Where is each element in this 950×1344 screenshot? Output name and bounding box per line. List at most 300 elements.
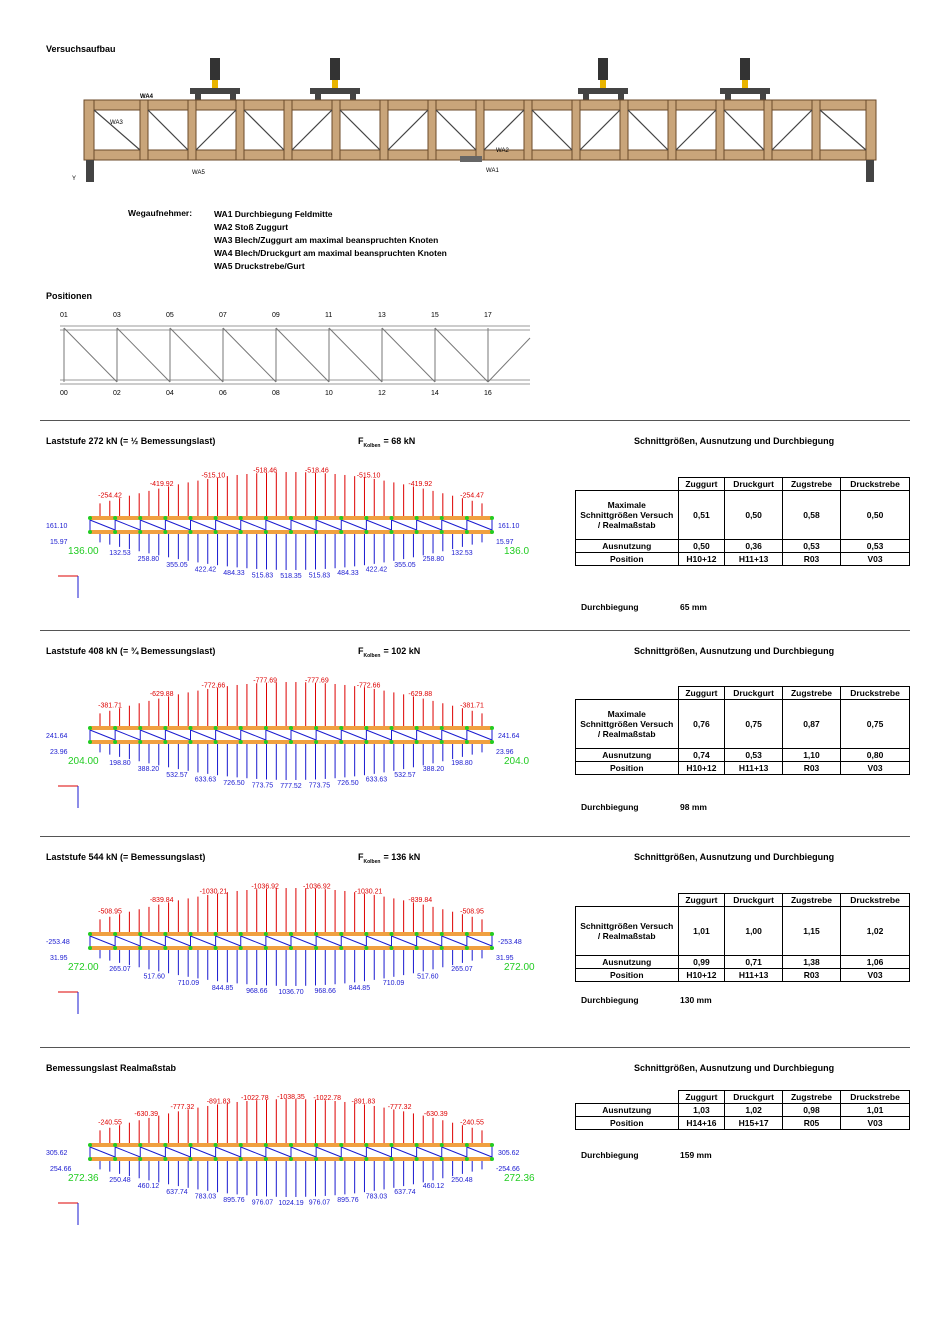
node-marker (415, 530, 419, 534)
diagonal-member (467, 520, 492, 530)
table-corner (576, 687, 679, 700)
node-label: 03 (113, 312, 121, 319)
node-marker (465, 726, 469, 730)
diagonal-member (165, 936, 190, 946)
node-marker (415, 726, 419, 730)
diagonal-member (291, 1147, 316, 1157)
table-row-ausnutzung (576, 540, 910, 553)
node-marker (314, 1143, 318, 1147)
node-marker (113, 740, 117, 744)
table-cell: R03 (782, 762, 840, 775)
diagonal-member (316, 520, 341, 530)
table-header-row (576, 478, 910, 491)
diagonal-member (191, 730, 216, 740)
table-cell: H11+13 (725, 762, 783, 775)
node-marker (390, 740, 394, 744)
node-marker (339, 530, 343, 534)
compression-label: -254.47 (460, 492, 484, 500)
tension-label: 532.57 (394, 771, 416, 779)
section-divider (40, 630, 910, 631)
tension-label: 976.07 (251, 1199, 274, 1207)
node-marker (264, 740, 268, 744)
node-label: 01 (60, 312, 68, 319)
compression-label: -518.46 (304, 467, 329, 475)
tension-label: 484.33 (337, 570, 359, 578)
diagonal-member (241, 730, 266, 740)
node-marker (113, 1143, 117, 1147)
force-subscript: Kolben (363, 442, 381, 449)
diagonal-member (291, 936, 316, 946)
node-marker (163, 516, 167, 520)
diagonal-member (115, 730, 140, 740)
node-marker (138, 946, 142, 950)
node-label: 15 (431, 312, 439, 319)
node-marker (113, 726, 117, 730)
table-cell: 0,87 (782, 700, 840, 749)
table-corner (576, 1091, 679, 1104)
table-header-row (576, 1091, 910, 1104)
node-marker (364, 530, 368, 534)
force-value: = 136 kN (383, 852, 421, 862)
results-table (575, 477, 910, 566)
node-marker (214, 726, 218, 730)
table-row-ausnutzung (576, 749, 910, 762)
tension-label: 517.60 (143, 973, 165, 981)
row-label: Position (576, 1117, 679, 1130)
diagonal-member (241, 520, 266, 530)
node-marker (88, 1143, 92, 1147)
svg-text:WA1: WA1 (486, 168, 499, 174)
compression-label: -515.10 (356, 472, 381, 480)
diagonal-member (140, 520, 165, 530)
table-cell: 0,74 (678, 749, 725, 762)
column-header: Zuggurt (678, 1091, 725, 1104)
tension-label: 844.85 (348, 984, 371, 992)
sensor-legend (214, 208, 447, 273)
diagonal-member (90, 730, 115, 740)
table-cell: 1,01 (841, 1104, 910, 1117)
reaction-label-left: 204.00 (68, 756, 99, 767)
node-marker (163, 530, 167, 534)
diagonal-member (417, 1147, 442, 1157)
node-label: 16 (484, 390, 492, 397)
node-marker (189, 516, 193, 520)
node-label: 00 (60, 390, 68, 397)
column-header: Zuggurt (678, 687, 725, 700)
diagonal-member (191, 1147, 216, 1157)
tension-label: 265.07 (109, 965, 131, 973)
node-marker (390, 1143, 394, 1147)
column-header: Druckgurt (725, 478, 783, 491)
tension-label: 515.83 (251, 572, 274, 580)
compression-label: -508.95 (460, 908, 484, 916)
node-marker (440, 516, 444, 520)
node-marker (490, 1143, 494, 1147)
tension-label: 198.80 (451, 759, 473, 767)
tension-label: 388.20 (422, 766, 445, 774)
tension-label: 258.80 (137, 556, 160, 564)
column-header: Druckstrebe (841, 1091, 910, 1104)
results-table (575, 893, 910, 982)
side-label: 254.66 (50, 1166, 72, 1173)
column-header: Zuggurt (678, 894, 725, 907)
node-marker (364, 932, 368, 936)
node-marker (465, 530, 469, 534)
row-label: Ausnutzung (576, 956, 679, 969)
column-header: Druckstrebe (841, 687, 910, 700)
node-marker (214, 530, 218, 534)
node-marker (189, 530, 193, 534)
diagonal-member (115, 1147, 140, 1157)
diagonal-member (266, 520, 291, 530)
tension-label: 710.09 (177, 979, 200, 987)
table-corner (576, 478, 679, 491)
diagonal-member (341, 520, 366, 530)
table-cell: 0,36 (725, 540, 783, 553)
diagonal-member (216, 520, 241, 530)
table-row-max (576, 700, 910, 749)
diagonal-member (417, 520, 442, 530)
node-marker (440, 946, 444, 950)
node-marker (364, 740, 368, 744)
side-label: 15.97 (50, 539, 68, 546)
node-marker (314, 516, 318, 520)
node-marker (163, 932, 167, 936)
tension-label: 726.50 (223, 780, 245, 788)
tension-label: 132.53 (451, 549, 473, 557)
section-title: Laststufe 544 kN (= Bemessungslast) (46, 852, 206, 862)
node-marker (239, 740, 243, 744)
legend-item: WA1 Durchbiegung Feldmitte (214, 209, 333, 219)
table-row-position (576, 762, 910, 775)
compression-label: -518.46 (253, 467, 278, 475)
table-cell: R03 (782, 969, 840, 982)
table-cell: 1,02 (725, 1104, 783, 1117)
node-marker (214, 1143, 218, 1147)
reaction-label-right: 272.00 (504, 962, 535, 973)
node-label: 06 (219, 390, 227, 397)
node-marker (113, 932, 117, 936)
node-marker (88, 1157, 92, 1161)
node-label: 17 (484, 312, 492, 319)
compression-label: -630.39 (423, 1111, 448, 1119)
reaction-label-left: 136.00 (68, 546, 99, 557)
diagonal-member (442, 730, 467, 740)
node-label: 13 (378, 312, 386, 319)
diagonal-member (90, 936, 115, 946)
side-label: 31.95 (496, 955, 514, 962)
diagonal-member (241, 1147, 266, 1157)
tension-label: 388.20 (137, 766, 160, 774)
node-marker (465, 1157, 469, 1161)
table-cell: 0,80 (841, 749, 910, 762)
diagonal-member (366, 730, 391, 740)
internal-forces-diagram (46, 466, 536, 606)
force-subscript: Kolben (363, 652, 381, 659)
node-marker (490, 740, 494, 744)
force-value: = 68 kN (383, 436, 416, 446)
section-title: Laststufe 408 kN (= ¾ Bemessungslast) (46, 646, 216, 656)
legend-title: Wegaufnehmer: (128, 208, 193, 218)
compression-label: -839.84 (408, 897, 433, 905)
legend-item: WA4 Blech/Druckgurt am maximal beanspruchten Knoten (214, 248, 447, 258)
node-marker (289, 726, 293, 730)
deflection-label: Durchbiegung (581, 602, 639, 612)
tension-label: 637.74 (394, 1188, 416, 1196)
diagonal-member (366, 520, 391, 530)
force-symbol: F (358, 646, 364, 656)
column-header: Zugstrebe (782, 687, 840, 700)
tension-label: 250.48 (451, 1176, 473, 1184)
deflection-value: 65 mm (680, 602, 707, 612)
node-marker (264, 516, 268, 520)
deflection-label: Durchbiegung (581, 1150, 639, 1160)
section-title: Laststufe 272 kN (= ½ Bemessungslast) (46, 436, 216, 446)
tension-label: 968.66 (246, 987, 268, 995)
tension-label: 895.76 (223, 1197, 245, 1205)
node-marker (415, 740, 419, 744)
tension-label: 1036.70 (278, 989, 304, 996)
node-marker (339, 1143, 343, 1147)
side-label: -253.48 (498, 939, 522, 946)
node-marker (440, 1157, 444, 1161)
node-marker (364, 1157, 368, 1161)
table-cell: H15+17 (725, 1117, 783, 1130)
node-marker (339, 932, 343, 936)
node-marker (138, 516, 142, 520)
node-marker (138, 530, 142, 534)
diagonal-member (216, 1147, 241, 1157)
diagonal-member (266, 1147, 291, 1157)
tension-label: 355.05 (394, 561, 416, 569)
internal-forces-diagram (46, 882, 536, 1022)
node-marker (289, 1157, 293, 1161)
compression-label: -515.10 (201, 472, 226, 480)
compression-label: -1022.78 (313, 1095, 342, 1103)
node-marker (440, 1143, 444, 1147)
deflection-value: 130 mm (680, 995, 712, 1005)
force-value: = 102 kN (383, 646, 421, 656)
compression-label: -777.69 (253, 677, 278, 685)
piston-force (358, 646, 420, 659)
diagonal-member (90, 520, 115, 530)
compression-label: -381.71 (460, 702, 484, 710)
node-marker (490, 946, 494, 950)
diagonal-member (467, 730, 492, 740)
svg-text:WA3: WA3 (110, 120, 123, 126)
table-cell: H11+13 (725, 553, 783, 566)
side-label: 31.95 (50, 955, 68, 962)
tension-label: 726.50 (337, 780, 359, 788)
piston-force (358, 852, 420, 865)
compression-label: -240.55 (460, 1119, 484, 1127)
node-marker (189, 932, 193, 936)
table-cell: 0,71 (725, 956, 783, 969)
table-cell: V03 (841, 553, 910, 566)
node-marker (490, 726, 494, 730)
node-marker (390, 932, 394, 936)
compression-label: -772.66 (356, 682, 381, 690)
tension-label: 633.63 (365, 776, 388, 784)
tension-label: 773.75 (308, 782, 331, 790)
tension-label: 976.07 (308, 1199, 331, 1207)
force-symbol: F (358, 852, 364, 862)
deflection-label: Durchbiegung (581, 995, 639, 1005)
tension-label: 777.52 (280, 783, 302, 790)
internal-forces-diagram (46, 676, 536, 816)
node-marker (390, 1157, 394, 1161)
node-marker (88, 932, 92, 936)
table-cell: H10+12 (678, 969, 725, 982)
node-marker (214, 1157, 218, 1161)
compression-label: -1036.92 (251, 883, 279, 891)
table-cell: 1,06 (841, 956, 910, 969)
node-marker (163, 726, 167, 730)
diagonal-member (392, 1147, 417, 1157)
compression-label: -1030.21 (199, 888, 228, 896)
node-marker (214, 516, 218, 520)
diagonal-member (90, 1147, 115, 1157)
compression-label: -419.92 (149, 481, 174, 489)
row-label: Ausnutzung (576, 749, 679, 762)
diagonal-member (140, 936, 165, 946)
tension-label: 1024.19 (278, 1200, 304, 1207)
node-marker (415, 1157, 419, 1161)
diagonal-member (216, 730, 241, 740)
tension-label: 422.42 (365, 566, 388, 574)
section-divider (40, 1047, 910, 1048)
node-marker (138, 932, 142, 936)
node-marker (113, 946, 117, 950)
side-label: 23.96 (496, 749, 514, 756)
node-marker (138, 726, 142, 730)
node-marker (314, 932, 318, 936)
node-marker (490, 516, 494, 520)
compression-label: -1022.78 (240, 1095, 269, 1103)
diagonal-member (442, 1147, 467, 1157)
table-cell: H14+16 (678, 1117, 725, 1130)
node-marker (390, 516, 394, 520)
table-header-row (576, 894, 910, 907)
node-label: 14 (431, 390, 439, 397)
node-marker (314, 726, 318, 730)
results-header: Schnittgrößen, Ausnutzung und Durchbiegung (634, 646, 835, 656)
table-cell: 1,02 (841, 907, 910, 956)
diagonal-member (392, 520, 417, 530)
node-marker (239, 516, 243, 520)
tension-label: 515.83 (308, 572, 331, 580)
table-cell: 0,53 (782, 540, 840, 553)
row-label: Position (576, 553, 679, 566)
node-marker (390, 726, 394, 730)
node-marker (163, 1143, 167, 1147)
compression-label: -630.39 (134, 1111, 159, 1119)
node-marker (440, 726, 444, 730)
svg-text:Y: Y (72, 176, 77, 182)
table-row-position (576, 1117, 910, 1130)
diagonal-member (291, 520, 316, 530)
node-marker (189, 946, 193, 950)
table-cell: 1,15 (782, 907, 840, 956)
reaction-label-right: 136.0 (504, 546, 530, 557)
diagonal-member (341, 936, 366, 946)
diagonal-member (241, 936, 266, 946)
deflection-label: Durchbiegung (581, 802, 639, 812)
side-label: 161.10 (46, 523, 68, 530)
diagonal-member (266, 936, 291, 946)
diagonal-member (366, 1147, 391, 1157)
table-cell: 0,76 (678, 700, 725, 749)
svg-text:WA4: WA4 (140, 94, 154, 100)
table-cell: 1,01 (678, 907, 725, 956)
tension-label: 198.80 (109, 759, 131, 767)
diagonal-member (467, 936, 492, 946)
node-marker (113, 516, 117, 520)
node-marker (264, 1157, 268, 1161)
node-marker (163, 740, 167, 744)
side-label: 23.96 (50, 749, 68, 756)
node-marker (339, 740, 343, 744)
table-cell: 0,99 (678, 956, 725, 969)
node-label: 07 (219, 312, 227, 319)
node-marker (163, 1157, 167, 1161)
column-header: Druckgurt (725, 894, 783, 907)
compression-label: -1036.92 (303, 883, 331, 891)
tension-label: 460.12 (422, 1183, 445, 1191)
svg-text:WA5: WA5 (192, 170, 205, 176)
reaction-label-right: 272.36 (504, 1173, 535, 1184)
node-marker (138, 740, 142, 744)
tension-label: 132.53 (109, 549, 131, 557)
table-cell: 0,98 (782, 1104, 840, 1117)
tension-label: 532.57 (166, 771, 188, 779)
table-cell: 0,53 (725, 749, 783, 762)
node-marker (364, 1143, 368, 1147)
compression-label: -777.69 (304, 677, 329, 685)
reaction-label-left: 272.00 (68, 962, 99, 973)
diagonal-member (316, 936, 341, 946)
node-marker (465, 516, 469, 520)
test-setup-drawing (60, 52, 890, 192)
diagonal-member (392, 730, 417, 740)
table-cell: H10+12 (678, 553, 725, 566)
node-marker (289, 932, 293, 936)
compression-label: -839.84 (149, 897, 174, 905)
node-marker (88, 516, 92, 520)
compression-label: -777.32 (170, 1104, 195, 1112)
section-divider (40, 836, 910, 837)
tension-label: 783.03 (365, 1193, 388, 1201)
node-marker (415, 932, 419, 936)
diagonal-member (191, 520, 216, 530)
deflection-value: 159 mm (680, 1150, 712, 1160)
tension-label: 968.66 (314, 987, 336, 995)
node-marker (465, 932, 469, 936)
column-header: Zuggurt (678, 478, 725, 491)
positions-title: Positionen (46, 291, 93, 301)
diagonal-member (316, 730, 341, 740)
diagonal-member (216, 936, 241, 946)
compression-label: -254.42 (98, 492, 122, 500)
diagonal-member (467, 1147, 492, 1157)
row-label: Position (576, 762, 679, 775)
row-label: Position (576, 969, 679, 982)
tension-label: 783.03 (194, 1193, 217, 1201)
node-marker (214, 946, 218, 950)
compression-label: -508.95 (98, 908, 122, 916)
node-marker (163, 946, 167, 950)
tension-label: 844.85 (211, 984, 234, 992)
